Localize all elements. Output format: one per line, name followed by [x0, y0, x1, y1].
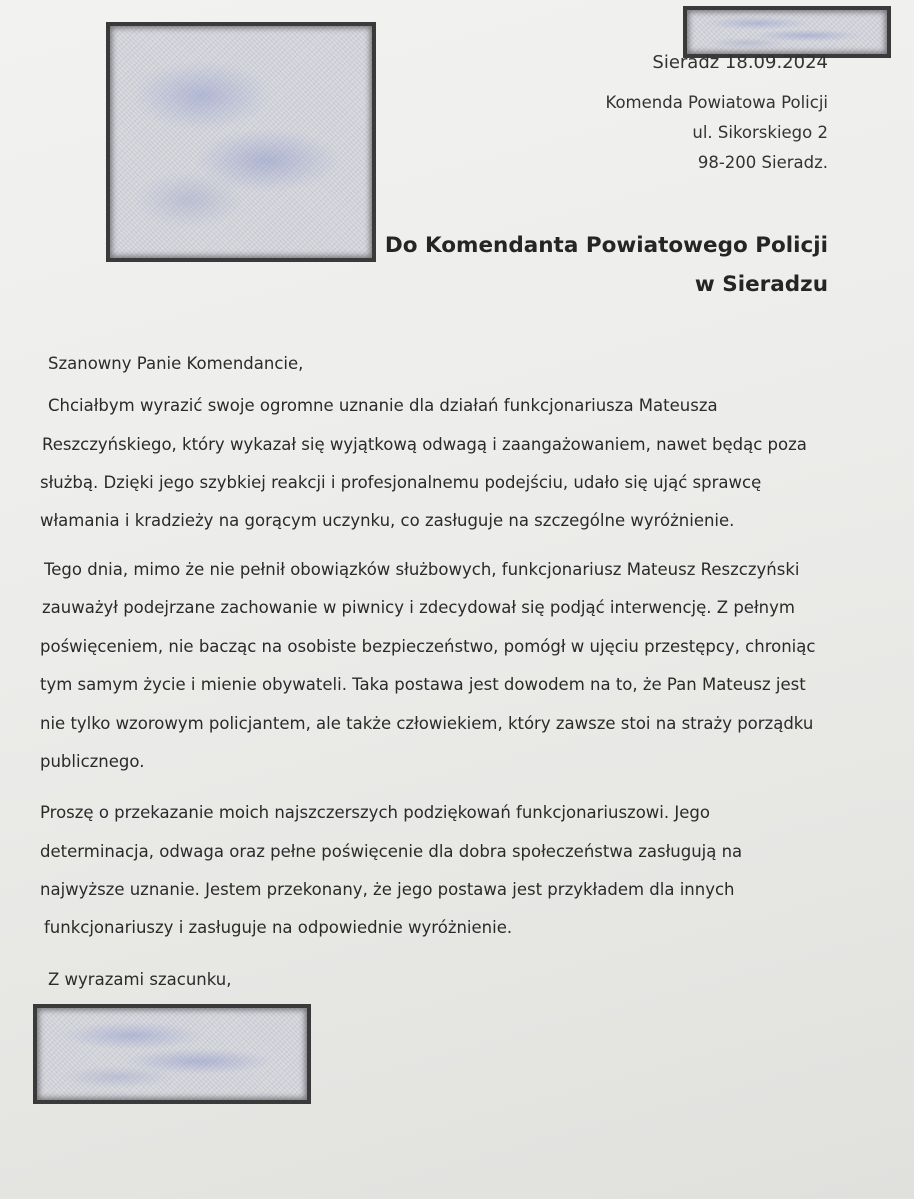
- closing: Z wyrazami szacunku,: [48, 970, 232, 989]
- redacted-stamp: [683, 6, 891, 58]
- paragraph-line: Chciałbym wyrazić swoje ogromne uznanie dla działań funkcjonariusza Mateusza: [48, 396, 718, 415]
- letter-date: Sieradz 18.09.2024: [652, 52, 828, 73]
- redacted-logo: [106, 22, 376, 262]
- greeting: Szanowny Panie Komendancie,: [48, 354, 304, 373]
- paragraph-line: publicznego.: [40, 752, 145, 771]
- sender-address-line: ul. Sikorskiego 2: [692, 123, 828, 142]
- paragraph-line: zauważył podejrzane zachowanie w piwnicy i zdecydował się podjąć interwencję. Z pełnym: [42, 598, 795, 617]
- paragraph-line: nie tylko wzorowym policjantem, ale także człowiekiem, który zawsze stoi na straży porządku: [40, 714, 814, 733]
- paragraph-line: funkcjonariuszy i zasługuje na odpowiednie wyróżnienie.: [44, 918, 513, 937]
- paragraph-line: włamania i kradzieży na gorącym uczynku, co zasługuje na szczególne wyróżnienie.: [40, 511, 735, 530]
- paragraph-line: tym samym życie i mienie obywateli. Taka postawa jest dowodem na to, że Pan Mateusz jest: [40, 675, 806, 694]
- paragraph-line: Proszę o przekazanie moich najszczerszych podziękowań funkcjonariuszowi. Jego: [40, 803, 710, 822]
- paragraph-line: poświęceniem, nie bacząc na osobiste bezpieczeństwo, pomógł w ujęciu przestępcy, chroniąc: [40, 637, 816, 656]
- recipient-heading: w Sieradzu: [694, 272, 828, 297]
- paragraph-line: służbą. Dzięki jego szybkiej reakcji i profesjonalnemu podejściu, udało się ująć sprawcę: [40, 473, 762, 492]
- sender-address-line: Komenda Powiatowa Policji: [605, 93, 828, 112]
- paragraph-line: Reszczyńskiego, który wykazał się wyjątkową odwagą i zaangażowaniem, nawet będąc poza: [42, 435, 807, 454]
- paragraph-line: najwyższe uznanie. Jestem przekonany, że jego postawa jest przykładem dla innych: [40, 880, 735, 899]
- redacted-signature: [33, 1004, 311, 1104]
- recipient-heading: Do Komendanta Powiatowego Policji: [384, 233, 828, 258]
- paragraph-line: determinacja, odwaga oraz pełne poświęcenie dla dobra społeczeństwa zasługują na: [40, 842, 743, 861]
- paragraph-line: Tego dnia, mimo że nie pełnił obowiązków służbowych, funkcjonariusz Mateusz Reszczyński: [44, 560, 800, 579]
- sender-address-line: 98-200 Sieradz.: [697, 153, 828, 172]
